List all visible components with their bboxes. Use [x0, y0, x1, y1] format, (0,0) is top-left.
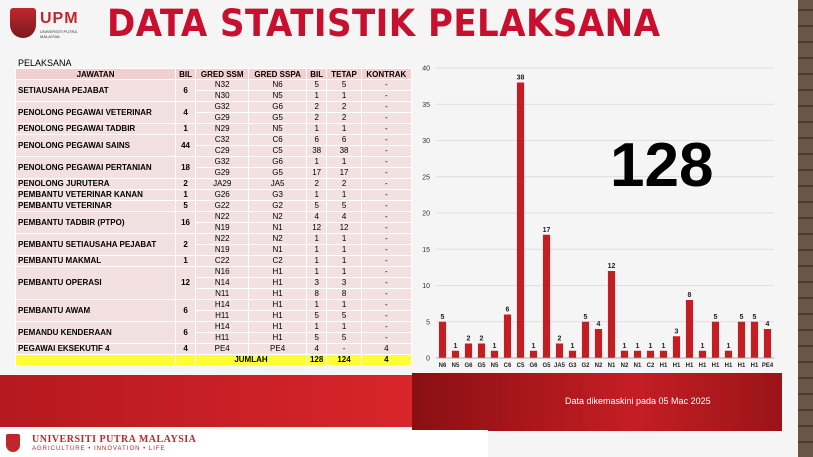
empty-cell	[16, 355, 176, 366]
bil-count-cell: 4	[306, 344, 327, 355]
jawatan-cell: PENOLONG PEGAWAI TADBIR	[16, 124, 176, 135]
bar	[673, 336, 680, 358]
tetap-cell: 1	[327, 190, 361, 201]
kontrak-cell: -	[361, 256, 411, 267]
jawatan-cell: PEMBANTU SETIAUSAHA PEJABAT	[16, 234, 176, 256]
data-label: 1	[570, 342, 575, 350]
tetap-cell: 1	[327, 234, 361, 245]
data-label: 5	[739, 313, 744, 321]
bil-count-cell: 38	[306, 146, 327, 157]
column-header: TETAP	[327, 69, 361, 80]
x-tick-label: N5	[451, 363, 460, 369]
data-label: 1	[648, 342, 653, 350]
tetap-cell: 2	[327, 102, 361, 113]
column-header: KONTRAK	[361, 69, 411, 80]
kontrak-cell: -	[361, 80, 411, 91]
bar-chart	[412, 60, 782, 370]
x-tick-label: N1	[607, 363, 616, 369]
data-label: 5	[583, 313, 588, 321]
total-count: 128	[610, 131, 714, 200]
tetap-cell: 5	[327, 311, 361, 322]
y-tick-label: 10	[422, 283, 430, 290]
gred-ssm-cell: H14	[196, 300, 249, 311]
jawatan-cell: PEMBANTU OPERASI	[16, 267, 176, 300]
tetap-cell: 2	[327, 179, 361, 190]
bar	[647, 351, 654, 358]
gred-sspa-cell: G5	[249, 168, 307, 179]
bil-cell: 6	[176, 300, 196, 322]
gred-ssm-cell: N16	[196, 267, 249, 278]
kontrak-cell: 4	[361, 344, 411, 355]
gred-ssm-cell: N32	[196, 80, 249, 91]
gred-sspa-cell: H1	[249, 333, 307, 344]
bil-count-cell: 5	[306, 201, 327, 212]
gred-sspa-cell: N6	[249, 80, 307, 91]
bil-count-cell: 5	[306, 311, 327, 322]
column-header: GRED SSPA	[249, 69, 307, 80]
bar	[491, 351, 498, 358]
table-row	[16, 267, 412, 278]
jawatan-cell: PEMBANTU AWAM	[16, 300, 176, 322]
empty-cell	[176, 355, 196, 366]
data-label: 38	[516, 74, 525, 82]
jawatan-cell: PENOLONG PEGAWAI PERTANIAN	[16, 157, 176, 179]
bar	[738, 322, 745, 358]
x-tick-label: H1	[750, 363, 759, 369]
tetap-cell: 5	[327, 201, 361, 212]
bil-count-cell: 2	[306, 113, 327, 124]
y-tick-label: 0	[426, 355, 430, 363]
gred-ssm-cell: G29	[196, 168, 249, 179]
bil-count-cell: 1	[306, 157, 327, 168]
gred-ssm-cell: N19	[196, 245, 249, 256]
bil-cell: 5	[176, 201, 196, 212]
kontrak-cell: -	[361, 289, 411, 300]
bar	[504, 315, 511, 359]
bil-count-cell: 1	[306, 190, 327, 201]
kontrak-cell: -	[361, 190, 411, 201]
bil-count-cell: 6	[306, 135, 327, 146]
kontrak-cell: -	[361, 322, 411, 333]
x-tick-label: H1	[685, 363, 694, 369]
gred-sspa-cell: N2	[249, 212, 307, 223]
gred-sspa-cell: H1	[249, 300, 307, 311]
footer-title: UNIVERSITI PUTRA MALAYSIA	[32, 434, 197, 445]
tetap-cell: 1	[327, 300, 361, 311]
bar	[595, 329, 602, 358]
x-tick-label: H1	[659, 363, 668, 369]
x-tick-label: PE4	[761, 363, 774, 369]
kontrak-cell: -	[361, 179, 411, 190]
total-kontrak: 4	[361, 355, 411, 366]
gred-ssm-cell: H11	[196, 333, 249, 344]
data-label: 6	[505, 306, 510, 314]
gred-ssm-cell: N29	[196, 124, 249, 135]
bil-count-cell: 1	[306, 245, 327, 256]
bar	[478, 344, 485, 359]
kontrak-cell: -	[361, 157, 411, 168]
tetap-cell: 1	[327, 322, 361, 333]
data-label: 5	[752, 313, 757, 321]
bar	[569, 351, 576, 358]
x-tick-label: C2	[646, 363, 655, 369]
data-label: 1	[453, 342, 458, 350]
bil-count-cell: 1	[306, 300, 327, 311]
jawatan-cell: PENOLONG PEGAWAI VETERINAR	[16, 102, 176, 124]
jawatan-cell: PEMBANTU TADBIR (PTPO)	[16, 212, 176, 234]
bil-cell: 2	[176, 234, 196, 256]
footer	[0, 430, 488, 457]
table-row	[16, 300, 412, 311]
table-row	[16, 135, 412, 146]
gred-sspa-cell: G5	[249, 113, 307, 124]
gred-sspa-cell: N2	[249, 234, 307, 245]
tetap-cell: 1	[327, 157, 361, 168]
kontrak-cell: -	[361, 278, 411, 289]
bar	[712, 322, 719, 358]
gred-sspa-cell: H1	[249, 278, 307, 289]
table-row	[16, 179, 412, 190]
bil-cell: 1	[176, 124, 196, 135]
gred-ssm-cell: G32	[196, 157, 249, 168]
x-tick-label: G6	[464, 363, 473, 369]
jawatan-cell: PEMBANTU MAKMAL	[16, 256, 176, 267]
kontrak-cell: -	[361, 135, 411, 146]
tetap-cell: 1	[327, 91, 361, 102]
kontrak-cell: -	[361, 245, 411, 256]
tetap-cell: 1	[327, 124, 361, 135]
bil-count-cell: 2	[306, 179, 327, 190]
jawatan-cell: SETIAUSAHA PEJABAT	[16, 80, 176, 102]
gred-sspa-cell: H1	[249, 311, 307, 322]
gred-ssm-cell: H11	[196, 311, 249, 322]
bil-count-cell: 17	[306, 168, 327, 179]
total-tetap: 124	[327, 355, 361, 366]
kontrak-cell: -	[361, 300, 411, 311]
gred-sspa-cell: PE4	[249, 344, 307, 355]
total-row	[16, 355, 412, 366]
x-tick-label: H1	[737, 363, 746, 369]
y-tick-label: 35	[422, 101, 430, 109]
total-label: JUMLAH	[196, 355, 307, 366]
gred-ssm-cell: G29	[196, 113, 249, 124]
kontrak-cell: -	[361, 91, 411, 102]
bar	[660, 351, 667, 358]
table-row	[16, 322, 412, 333]
bil-cell: 4	[176, 102, 196, 124]
gred-sspa-cell: N5	[249, 124, 307, 135]
bil-cell: 16	[176, 212, 196, 234]
bar	[517, 83, 524, 359]
kontrak-cell: -	[361, 333, 411, 344]
gred-sspa-cell: G3	[249, 190, 307, 201]
jawatan-cell: PENOLONG PEGAWAI SAINS	[16, 135, 176, 157]
bar	[764, 329, 771, 358]
data-label: 1	[492, 342, 497, 350]
gred-sspa-cell: N1	[249, 245, 307, 256]
gred-sspa-cell: H1	[249, 289, 307, 300]
logo-subtext: UNIVERSITI PUTRA MALAYSIA	[40, 29, 77, 39]
bar	[621, 351, 628, 358]
data-label: 5	[440, 313, 445, 321]
bar	[725, 351, 732, 358]
bil-count-cell: 1	[306, 322, 327, 333]
kontrak-cell: -	[361, 267, 411, 278]
table-row	[16, 80, 412, 91]
table-row	[16, 190, 412, 201]
gred-sspa-cell: H1	[249, 267, 307, 278]
gred-sspa-cell: G2	[249, 201, 307, 212]
bar	[465, 344, 472, 359]
gred-sspa-cell: C6	[249, 135, 307, 146]
total-bil: 128	[306, 355, 327, 366]
data-label: 1	[661, 342, 666, 350]
bar	[608, 271, 615, 358]
bar	[530, 351, 537, 358]
gred-ssm-cell: N22	[196, 234, 249, 245]
bil-count-cell: 1	[306, 124, 327, 135]
data-label: 2	[557, 335, 562, 343]
table-row	[16, 344, 412, 355]
kontrak-cell: -	[361, 146, 411, 157]
kontrak-cell: -	[361, 113, 411, 124]
x-tick-label: N2	[620, 363, 629, 369]
data-label: 1	[531, 342, 536, 350]
gred-ssm-cell: N22	[196, 212, 249, 223]
x-tick-label: G2	[581, 363, 590, 369]
data-label: 5	[713, 313, 718, 321]
data-label: 3	[674, 328, 679, 336]
data-label: 2	[479, 335, 484, 343]
tetap-cell: 1	[327, 267, 361, 278]
gred-ssm-cell: C29	[196, 146, 249, 157]
y-tick-label: 25	[422, 174, 430, 182]
x-tick-label: N1	[633, 363, 642, 369]
kontrak-cell: -	[361, 102, 411, 113]
crest-icon	[10, 8, 36, 38]
bar	[452, 351, 459, 358]
tetap-cell: 38	[327, 146, 361, 157]
column-header: BIL	[176, 69, 196, 80]
kontrak-cell: -	[361, 212, 411, 223]
crest-icon	[6, 434, 20, 452]
tetap-cell: 3	[327, 278, 361, 289]
x-tick-label: G5	[542, 363, 551, 369]
jawatan-cell: PEMBANTU VETERINAR	[16, 201, 176, 212]
bil-count-cell: 1	[306, 91, 327, 102]
x-tick-label: N6	[438, 363, 447, 369]
bil-cell: 1	[176, 190, 196, 201]
bil-count-cell: 12	[306, 223, 327, 234]
bil-cell: 2	[176, 179, 196, 190]
jawatan-cell: PENOLONG JURUTERA	[16, 179, 176, 190]
bil-count-cell: 3	[306, 278, 327, 289]
tetap-cell: 12	[327, 223, 361, 234]
x-tick-label: G5	[477, 363, 486, 369]
tetap-cell: 1	[327, 245, 361, 256]
gred-ssm-cell: G26	[196, 190, 249, 201]
bil-cell: 12	[176, 267, 196, 300]
data-label: 4	[596, 321, 601, 328]
y-tick-label: 5	[426, 319, 430, 327]
gred-sspa-cell: C2	[249, 256, 307, 267]
column-header: BIL	[306, 69, 327, 80]
tetap-cell: 1	[327, 256, 361, 267]
kontrak-cell: -	[361, 168, 411, 179]
y-tick-label: 15	[422, 246, 430, 254]
gred-sspa-cell: N1	[249, 223, 307, 234]
bil-cell: 6	[176, 80, 196, 102]
gred-ssm-cell: N30	[196, 91, 249, 102]
x-tick-label: N5	[490, 363, 499, 369]
x-tick-label: H1	[698, 363, 707, 369]
kontrak-cell: -	[361, 234, 411, 245]
data-label: 1	[622, 342, 627, 350]
table-caption: PELAKSANA	[18, 58, 72, 68]
data-label: 1	[726, 342, 731, 350]
x-tick-label: C5	[516, 363, 525, 369]
bil-cell: 44	[176, 135, 196, 157]
page-title: DATA STATISTIK PELAKSANA	[107, 2, 661, 45]
tetap-cell: -	[327, 344, 361, 355]
bar	[556, 344, 563, 359]
table-row	[16, 124, 412, 135]
x-tick-label: H1	[724, 363, 733, 369]
gred-sspa-cell: H1	[249, 322, 307, 333]
gred-sspa-cell: JA5	[249, 179, 307, 190]
bil-count-cell: 2	[306, 102, 327, 113]
data-label: 4	[765, 321, 770, 328]
gred-sspa-cell: N5	[249, 91, 307, 102]
table-row	[16, 234, 412, 245]
tetap-cell: 6	[327, 135, 361, 146]
bar	[634, 351, 641, 358]
x-tick-label: H1	[711, 363, 720, 369]
data-label: 1	[700, 342, 705, 350]
bil-count-cell: 1	[306, 234, 327, 245]
jawatan-cell: PEGAWAI EKSEKUTIF 4	[16, 344, 176, 355]
gred-ssm-cell: N14	[196, 278, 249, 289]
x-tick-label: G6	[529, 363, 538, 369]
tetap-cell: 17	[327, 168, 361, 179]
upm-logo	[10, 8, 90, 44]
data-label: 12	[607, 263, 616, 270]
x-tick-label: G3	[568, 363, 577, 369]
bar	[582, 322, 589, 358]
staff-table	[15, 68, 412, 366]
gred-ssm-cell: C32	[196, 135, 249, 146]
table-row	[16, 201, 412, 212]
tetap-cell: 8	[327, 289, 361, 300]
update-note: Data dikemaskini pada 05 Mac 2025	[565, 396, 711, 406]
data-label: 1	[635, 342, 640, 350]
bil-count-cell: 1	[306, 267, 327, 278]
bar	[439, 322, 446, 358]
tetap-cell: 4	[327, 212, 361, 223]
gred-ssm-cell: G32	[196, 102, 249, 113]
bil-count-cell: 8	[306, 289, 327, 300]
gred-sspa-cell: G6	[249, 157, 307, 168]
kontrak-cell: -	[361, 223, 411, 234]
y-tick-label: 40	[422, 65, 430, 73]
table-row	[16, 157, 412, 168]
gred-sspa-cell: C5	[249, 146, 307, 157]
table-row	[16, 102, 412, 113]
left-red-band	[0, 375, 412, 427]
tetap-cell: 2	[327, 113, 361, 124]
bar	[751, 322, 758, 358]
bil-cell: 6	[176, 322, 196, 344]
x-tick-label: JA5	[553, 363, 566, 369]
gred-ssm-cell: PE4	[196, 344, 249, 355]
bil-count-cell: 5	[306, 80, 327, 91]
tetap-cell: 5	[327, 333, 361, 344]
gred-ssm-cell: G22	[196, 201, 249, 212]
y-tick-label: 30	[422, 138, 430, 145]
gred-ssm-cell: C22	[196, 256, 249, 267]
kontrak-cell: -	[361, 311, 411, 322]
jawatan-cell: PEMANDU KENDERAAN	[16, 322, 176, 344]
x-tick-label: N2	[594, 363, 603, 369]
bil-count-cell: 1	[306, 256, 327, 267]
bil-count-cell: 5	[306, 333, 327, 344]
gred-sspa-cell: G6	[249, 102, 307, 113]
column-header: GRED SSM	[196, 69, 249, 80]
kontrak-cell: -	[361, 124, 411, 135]
bil-cell: 18	[176, 157, 196, 179]
table-row	[16, 256, 412, 267]
tetap-cell: 5	[327, 80, 361, 91]
table-row	[16, 212, 412, 223]
jawatan-cell: PEMBANTU VETERINAR KANAN	[16, 190, 176, 201]
data-label: 8	[687, 292, 692, 299]
x-tick-label: C6	[503, 363, 512, 369]
column-header: JAWATAN	[16, 69, 176, 80]
x-tick-label: H1	[672, 363, 681, 369]
gred-ssm-cell: JA29	[196, 179, 249, 190]
gred-ssm-cell: N19	[196, 223, 249, 234]
footer-motto: AGRICULTURE • INNOVATION • LIFE	[32, 446, 166, 452]
kontrak-cell: -	[361, 201, 411, 212]
table-header-row	[16, 69, 412, 80]
bil-cell: 4	[176, 344, 196, 355]
data-label: 2	[466, 335, 471, 343]
y-tick-label: 20	[422, 210, 430, 218]
gred-ssm-cell: H14	[196, 322, 249, 333]
gred-ssm-cell: N11	[196, 289, 249, 300]
data-label: 17	[542, 226, 551, 234]
bar	[686, 300, 693, 358]
bil-cell: 1	[176, 256, 196, 267]
bil-count-cell: 4	[306, 212, 327, 223]
logo-text: UPM	[40, 10, 79, 27]
bar	[543, 235, 550, 358]
bar	[699, 351, 706, 358]
